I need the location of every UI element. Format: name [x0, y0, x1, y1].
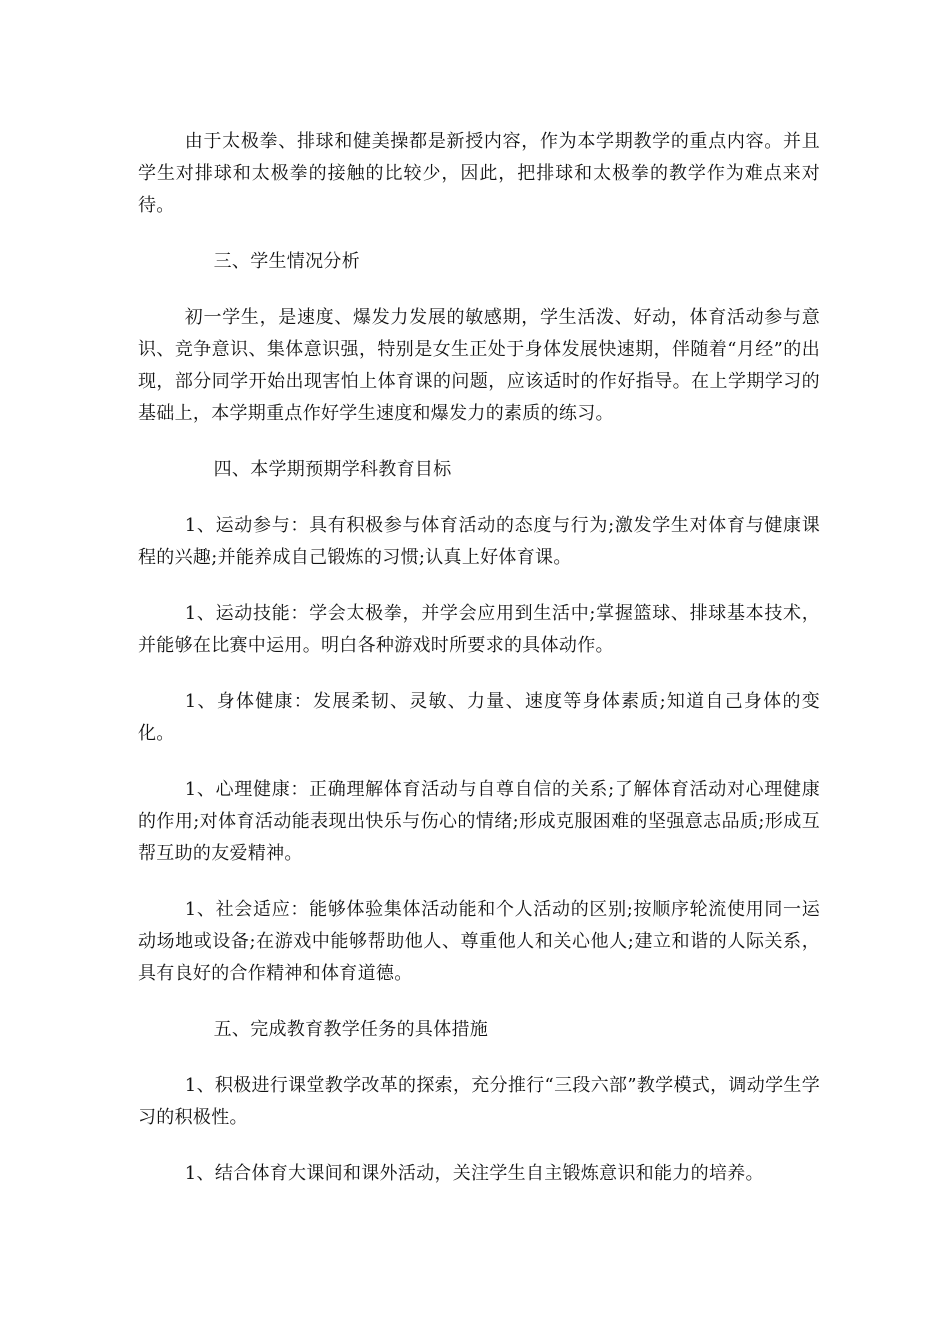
paragraph-goal-social-adaptation: 1、社会适应：能够体验集体活动能和个人活动的区别;按顺序轮流使用同一运动场地或设备;在游戏中能够帮助他人、尊重他人和关心他人;建立和谐的人际关系，具有良好的合作精神和体育道德。: [138, 899, 820, 984]
paragraph-measure-reform: 1、积极进行课堂教学改革的探索，充分推行“三段六部”教学模式，调动学生学习的积极性。: [138, 1075, 820, 1128]
section-heading-goals: 四、本学期预期学科教育目标: [213, 459, 452, 480]
section-heading-measures: 五、完成教育教学任务的具体措施: [213, 1019, 489, 1040]
document-body: [138, 126, 820, 1214]
paragraph-goal-participation: 1、运动参与：具有积极参与体育活动的态度与行为;激发学生对体育与健康课程的兴趣;并能养成自己锻炼的习惯;认真上好体育课。: [138, 515, 820, 568]
paragraph-measure-activities: 1、结合体育大课间和课外活动，关注学生自主锻炼意识和能力的培养。: [184, 1163, 764, 1184]
paragraph-key-content: 由于太极拳、排球和健美操都是新授内容，作为本学期教学的重点内容。并且学生对排球和太极拳的接触的比较少，因此，把排球和太极拳的教学作为难点来对待。: [138, 131, 820, 216]
paragraph-goal-skills: 1、运动技能：学会太极拳，并学会应用到生活中;掌握篮球、排球基本技术，并能够在比赛中运用。明白各种游戏时所要求的具体动作。: [138, 603, 820, 656]
section-heading-student-analysis: 三、学生情况分析: [213, 251, 360, 272]
paragraph-student-analysis: 初一学生，是速度、爆发力发展的敏感期，学生活泼、好动，体育活动参与意识、竞争意识、集体意识强，特别是女生正处于身体发展快速期，伴随着“月经”的出现，部分同学开始出现害怕上体育课的问题，应该适时的作好指导。在上学期学习的基础上，本学期重点作好学生速度和爆发力的素质的练习。: [138, 307, 820, 424]
paragraph-goal-mental-health: 1、心理健康：正确理解体育活动与自尊自信的关系;了解体育活动对心理健康的作用;对体育活动能表现出快乐与伤心的情绪;形成克服困难的坚强意志品质;形成互帮互助的友爱精神。: [138, 779, 820, 864]
paragraph-goal-physical-health: 1、身体健康：发展柔韧、灵敏、力量、速度等身体素质;知道自己身体的变化。: [138, 691, 820, 744]
